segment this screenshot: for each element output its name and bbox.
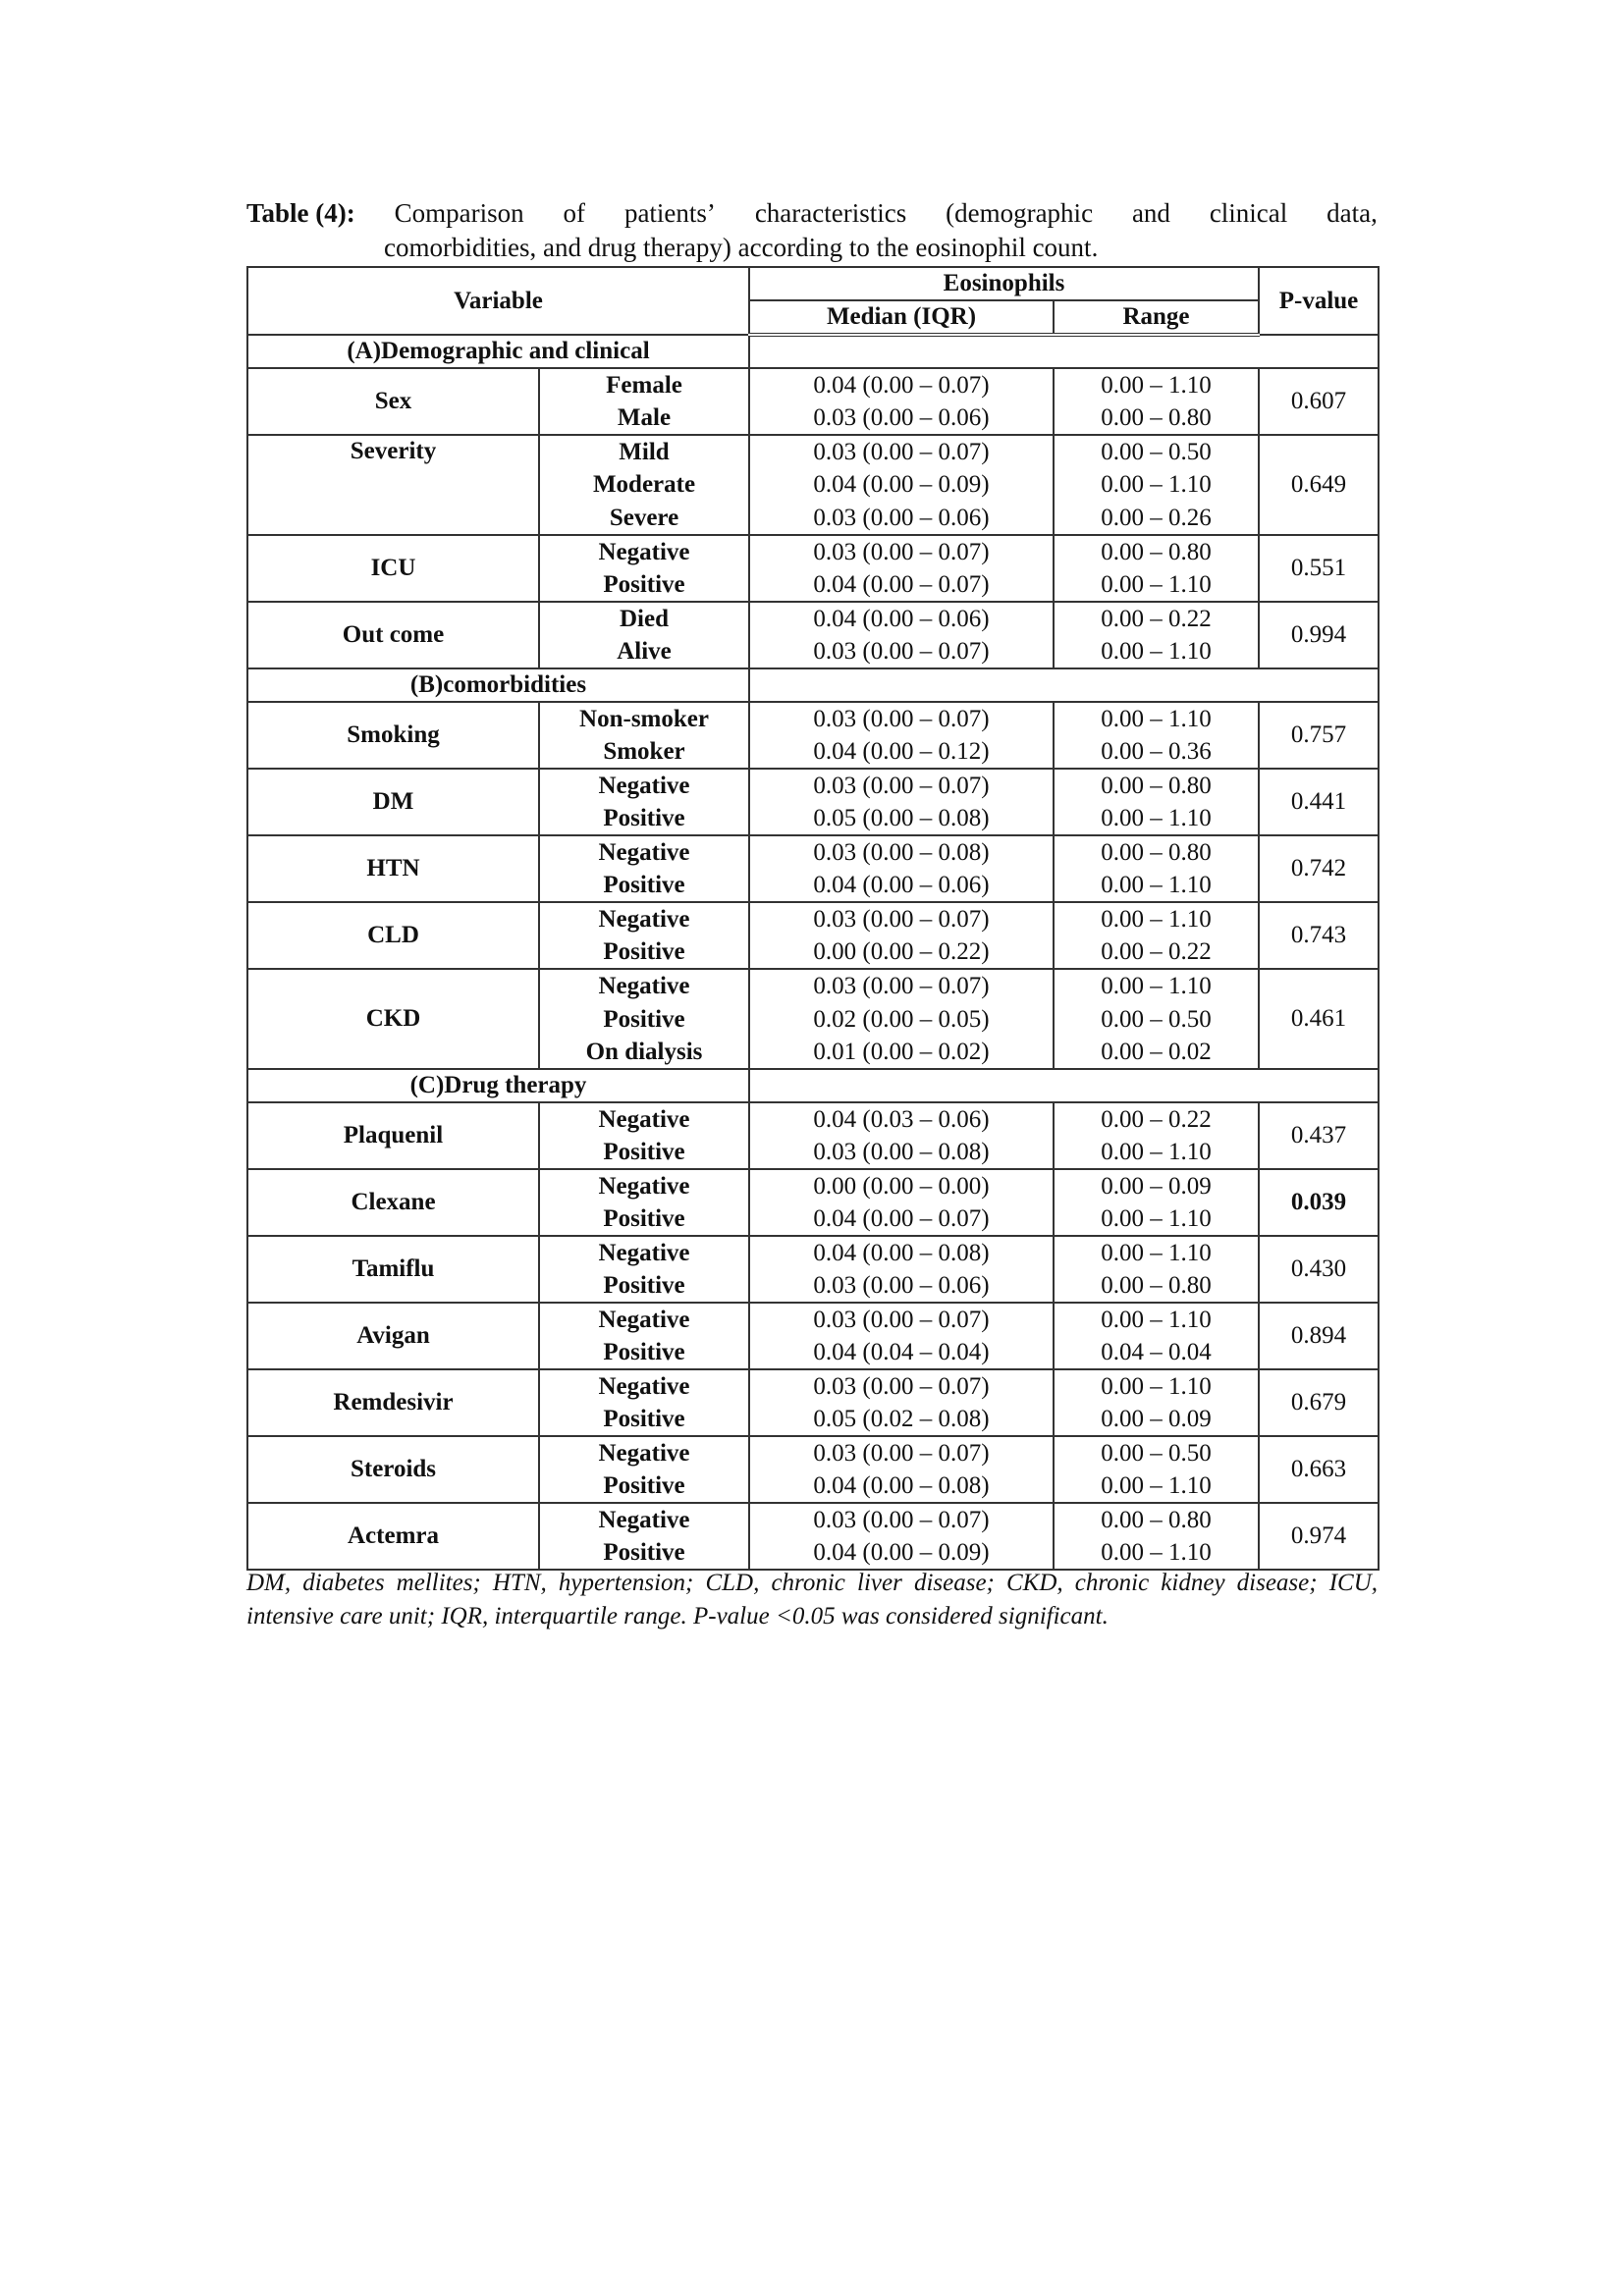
range-values <box>1054 902 1259 969</box>
variable-name: Tamiflu <box>247 1236 539 1303</box>
p-value: 0.607 <box>1259 368 1379 435</box>
p-value: 0.679 <box>1259 1369 1379 1436</box>
table-row <box>247 1169 1379 1236</box>
caption-word: Comparison <box>394 198 524 228</box>
p-value: 0.757 <box>1259 702 1379 769</box>
caption-word: (demographic <box>946 198 1094 228</box>
median-iqr-values <box>749 1169 1054 1236</box>
group-label: Moderate <box>592 471 696 499</box>
group-label: Positive <box>603 1539 685 1567</box>
header-range: Range <box>1054 300 1259 335</box>
variable-name: Smoking <box>247 702 539 769</box>
table-body <box>247 335 1379 1570</box>
median-iqr-value: 0.04 (0.00 – 0.12) <box>813 738 990 766</box>
median-iqr-value: 0.03 (0.00 – 0.07) <box>813 1307 990 1334</box>
range-value: 0.00 – 0.80 <box>1101 773 1212 800</box>
range-values <box>1054 602 1259 668</box>
median-iqr-value: 0.04 (0.00 – 0.07) <box>813 372 990 399</box>
range-values <box>1054 969 1259 1069</box>
median-iqr-value: 0.03 (0.00 – 0.07) <box>813 1373 990 1401</box>
median-iqr-value: 0.03 (0.00 – 0.07) <box>813 1507 990 1534</box>
range-value: 0.00 – 0.36 <box>1101 738 1212 766</box>
range-value: 0.00 – 1.10 <box>1101 906 1212 934</box>
section-title <box>247 668 749 702</box>
range-value: 0.00 – 1.10 <box>1101 805 1212 832</box>
median-iqr-value: 0.04 (0.00 – 0.09) <box>813 1539 990 1567</box>
group-labels <box>539 769 749 835</box>
group-labels <box>539 1503 749 1570</box>
table-row <box>247 702 1379 769</box>
range-value: 0.00 – 0.50 <box>1101 439 1212 465</box>
median-iqr-value: 0.04 (0.03 – 0.06) <box>813 1106 990 1134</box>
median-iqr-value: 0.04 (0.00 – 0.06) <box>813 606 990 633</box>
group-label: Negative <box>598 906 690 934</box>
median-iqr-value: 0.03 (0.00 – 0.07) <box>813 539 990 566</box>
p-value: 0.551 <box>1259 535 1379 602</box>
group-labels <box>539 1303 749 1369</box>
median-iqr-value: 0.05 (0.02 – 0.08) <box>813 1406 990 1433</box>
group-label: Positive <box>603 571 685 599</box>
median-iqr-value: 0.04 (0.00 – 0.06) <box>813 872 990 899</box>
p-value: 0.742 <box>1259 835 1379 902</box>
section-empty-cell <box>749 668 1379 702</box>
median-iqr-value: 0.03 (0.00 – 0.07) <box>813 706 990 733</box>
median-iqr-value: 0.03 (0.00 – 0.06) <box>813 504 990 531</box>
caption-word: clinical <box>1209 198 1288 228</box>
group-labels <box>539 368 749 435</box>
section-title <box>247 1069 749 1102</box>
range-values <box>1054 1102 1259 1169</box>
group-label: Negative <box>598 539 690 566</box>
table-row <box>247 368 1379 435</box>
median-iqr-values <box>749 902 1054 969</box>
group-labels <box>539 435 749 535</box>
table-row <box>247 535 1379 602</box>
median-iqr-value: 0.04 (0.00 – 0.07) <box>813 1205 990 1233</box>
group-label: Died <box>620 606 669 633</box>
group-labels <box>539 1436 749 1503</box>
median-iqr-value: 0.05 (0.00 – 0.08) <box>813 805 990 832</box>
eosinophil-comparison-table <box>246 266 1380 1571</box>
median-iqr-values <box>749 1436 1054 1503</box>
variable-name: HTN <box>247 835 539 902</box>
median-iqr-value: 0.04 (0.00 – 0.08) <box>813 1240 990 1267</box>
range-values <box>1054 1236 1259 1303</box>
table-row <box>247 835 1379 902</box>
group-label: Positive <box>603 805 685 832</box>
median-iqr-value: 0.04 (0.00 – 0.09) <box>813 471 990 499</box>
median-iqr-value: 0.03 (0.00 – 0.07) <box>813 638 990 666</box>
p-value: 0.994 <box>1259 602 1379 668</box>
caption-word: of <box>563 198 586 228</box>
p-value: 0.461 <box>1259 969 1379 1069</box>
median-iqr-value: 0.03 (0.00 – 0.06) <box>813 1272 990 1300</box>
p-value: 0.441 <box>1259 769 1379 835</box>
p-value: 0.430 <box>1259 1236 1379 1303</box>
p-value: 0.437 <box>1259 1102 1379 1169</box>
group-label: Positive <box>603 872 685 899</box>
group-label: Negative <box>598 839 690 867</box>
section-title <box>247 335 749 368</box>
median-iqr-values <box>749 602 1054 668</box>
median-iqr-values <box>749 1102 1054 1169</box>
range-value: 0.00 – 1.10 <box>1101 1205 1212 1233</box>
range-value: 0.00 – 1.10 <box>1101 872 1212 899</box>
median-iqr-value: 0.04 (0.04 – 0.04) <box>813 1339 990 1366</box>
range-values <box>1054 1169 1259 1236</box>
variable-name: Remdesivir <box>247 1369 539 1436</box>
median-iqr-value: 0.03 (0.00 – 0.07) <box>813 906 990 934</box>
median-iqr-values <box>749 702 1054 769</box>
range-value: 0.00 – 1.10 <box>1101 973 1212 1000</box>
group-label: Female <box>606 372 682 399</box>
group-label: Non-smoker <box>579 706 709 733</box>
median-iqr-values <box>749 1236 1054 1303</box>
range-value: 0.00 – 1.10 <box>1101 1472 1212 1500</box>
p-value: 0.894 <box>1259 1303 1379 1369</box>
p-value: 0.743 <box>1259 902 1379 969</box>
header-variable: Variable <box>247 267 749 335</box>
variable-name: Steroids <box>247 1436 539 1503</box>
range-value: 0.00 – 0.80 <box>1101 1272 1212 1300</box>
variable-name: Actemra <box>247 1503 539 1570</box>
range-values <box>1054 1436 1259 1503</box>
group-label: Positive <box>603 1205 685 1233</box>
group-label: Negative <box>598 1173 690 1201</box>
median-iqr-values <box>749 1369 1054 1436</box>
group-labels <box>539 535 749 602</box>
header-pvalue: P-value <box>1259 267 1379 335</box>
median-iqr-values <box>749 1303 1054 1369</box>
median-iqr-values <box>749 535 1054 602</box>
median-iqr-values <box>749 1503 1054 1570</box>
group-labels <box>539 1102 749 1169</box>
range-value: 0.00 – 0.09 <box>1101 1406 1212 1433</box>
median-iqr-value: 0.00 (0.00 – 0.22) <box>813 938 990 966</box>
group-label: Mild <box>619 439 670 465</box>
group-label: Positive <box>603 1272 685 1300</box>
caption-label: Table (4): <box>246 198 355 228</box>
header-median-iqr: Median (IQR) <box>749 300 1054 335</box>
group-label: Positive <box>603 1005 685 1033</box>
range-value: 0.00 – 0.22 <box>1101 938 1212 966</box>
variable-name: Avigan <box>247 1303 539 1369</box>
caption-word: data, <box>1326 198 1378 228</box>
variable-name: Sex <box>247 368 539 435</box>
range-value: 0.00 – 1.10 <box>1101 638 1212 666</box>
group-labels <box>539 1236 749 1303</box>
p-value: 0.974 <box>1259 1503 1379 1570</box>
table-row <box>247 1102 1379 1169</box>
group-label: Negative <box>598 1507 690 1534</box>
table-row <box>247 1503 1379 1570</box>
p-value: 0.663 <box>1259 1436 1379 1503</box>
table-row <box>247 1436 1379 1503</box>
range-values <box>1054 435 1259 535</box>
section-title-text: (A)Demographic and clinical <box>347 338 650 364</box>
median-iqr-value: 0.01 (0.00 – 0.02) <box>813 1038 990 1065</box>
table-row <box>247 435 1379 535</box>
group-label: Positive <box>603 1139 685 1166</box>
group-label: Smoker <box>603 738 685 766</box>
group-labels <box>539 969 749 1069</box>
median-iqr-value: 0.02 (0.00 – 0.05) <box>813 1005 990 1033</box>
range-value: 0.00 – 1.10 <box>1101 706 1212 733</box>
group-labels <box>539 1369 749 1436</box>
group-label: Negative <box>598 773 690 800</box>
range-value: 0.00 – 1.10 <box>1101 372 1212 399</box>
median-iqr-value: 0.03 (0.00 – 0.08) <box>813 1139 990 1166</box>
median-iqr-value: 0.03 (0.00 – 0.07) <box>813 439 990 465</box>
range-value: 0.00 – 1.10 <box>1101 1373 1212 1401</box>
group-label: Positive <box>603 1406 685 1433</box>
range-value: 0.00 – 0.02 <box>1101 1038 1212 1065</box>
range-value: 0.00 – 0.26 <box>1101 504 1212 531</box>
range-value: 0.00 – 1.10 <box>1101 471 1212 499</box>
range-values <box>1054 1303 1259 1369</box>
range-value: 0.00 – 0.80 <box>1101 1507 1212 1534</box>
median-iqr-value: 0.04 (0.00 – 0.07) <box>813 571 990 599</box>
group-label: Positive <box>603 1339 685 1366</box>
variable-name: CKD <box>247 969 539 1069</box>
section-row <box>247 1069 1379 1102</box>
caption-word: characteristics <box>754 198 907 228</box>
caption-line-2: comorbidities, and drug therapy) according to the eosinophil count. <box>384 233 1099 262</box>
variable-name: CLD <box>247 902 539 969</box>
variable-name: Out come <box>247 602 539 668</box>
range-values <box>1054 368 1259 435</box>
variable-name: DM <box>247 769 539 835</box>
group-labels <box>539 702 749 769</box>
table-row <box>247 969 1379 1069</box>
p-value: 0.039 <box>1259 1169 1379 1236</box>
range-value: 0.00 – 0.50 <box>1101 1005 1212 1033</box>
range-value: 0.00 – 0.80 <box>1101 404 1212 431</box>
group-label: Male <box>617 404 672 431</box>
range-values <box>1054 1503 1259 1570</box>
range-values <box>1054 769 1259 835</box>
section-row <box>247 668 1379 702</box>
group-label: Negative <box>598 1440 690 1468</box>
range-value: 0.00 – 0.80 <box>1101 839 1212 867</box>
group-label: Severe <box>609 504 679 531</box>
group-label: Negative <box>598 973 690 1000</box>
median-iqr-values <box>749 835 1054 902</box>
section-title-text: (C)Drug therapy <box>409 1072 587 1099</box>
variable-name: Plaquenil <box>247 1102 539 1169</box>
range-value: 0.00 – 1.10 <box>1101 571 1212 599</box>
median-iqr-value: 0.04 (0.00 – 0.08) <box>813 1472 990 1500</box>
header-eosinophils: Eosinophils <box>749 267 1259 300</box>
table-footnote: DM, diabetes mellites; HTN, hypertension; CLD, chronic liver disease; CKD, chronic kidney disease; ICU, intensive care unit; IQR, interquartile range. P-value <0.05 was considered significant. <box>246 1570 1378 1629</box>
caption-line-1 <box>246 196 1378 231</box>
table-row <box>247 602 1379 668</box>
range-value: 0.00 – 0.80 <box>1101 539 1212 566</box>
median-iqr-value: 0.03 (0.00 – 0.08) <box>813 839 990 867</box>
range-value: 0.00 – 1.10 <box>1101 1139 1212 1166</box>
group-labels <box>539 602 749 668</box>
range-value: 0.00 – 0.22 <box>1101 1106 1212 1134</box>
group-label: Positive <box>603 1472 685 1500</box>
variable-name: Severity <box>247 435 539 535</box>
range-values <box>1054 702 1259 769</box>
group-label: Negative <box>598 1373 690 1401</box>
range-value: 0.00 – 0.09 <box>1101 1173 1212 1201</box>
range-value: 0.04 – 0.04 <box>1101 1339 1212 1366</box>
section-row <box>247 335 1379 368</box>
group-label: Negative <box>598 1307 690 1334</box>
group-label: Alive <box>617 638 672 666</box>
table-row <box>247 1303 1379 1369</box>
table-row <box>247 1236 1379 1303</box>
group-labels <box>539 902 749 969</box>
median-iqr-values <box>749 435 1054 535</box>
range-values <box>1054 835 1259 902</box>
table-row <box>247 902 1379 969</box>
table-row <box>247 769 1379 835</box>
variable-name: Clexane <box>247 1169 539 1236</box>
group-labels <box>539 835 749 902</box>
section-empty-cell <box>749 335 1379 368</box>
section-title-text: (B)comorbidities <box>409 671 587 699</box>
variable-name: ICU <box>247 535 539 602</box>
group-label: Positive <box>603 938 685 966</box>
median-iqr-values <box>749 769 1054 835</box>
median-iqr-value: 0.03 (0.00 – 0.07) <box>813 1440 990 1468</box>
median-iqr-values <box>749 969 1054 1069</box>
group-label: Negative <box>598 1240 690 1267</box>
caption-word: patients’ <box>623 198 716 228</box>
p-value: 0.649 <box>1259 435 1379 535</box>
median-iqr-value: 0.03 (0.00 – 0.06) <box>813 404 990 431</box>
range-value: 0.00 – 1.10 <box>1101 1307 1212 1334</box>
range-value: 0.00 – 0.22 <box>1101 606 1212 633</box>
section-empty-cell <box>749 1069 1379 1102</box>
range-values <box>1054 1369 1259 1436</box>
median-iqr-value: 0.03 (0.00 – 0.07) <box>813 973 990 1000</box>
range-value: 0.00 – 1.10 <box>1101 1240 1212 1267</box>
caption-word: and <box>1131 198 1170 228</box>
range-values <box>1054 535 1259 602</box>
table-row <box>247 1369 1379 1436</box>
group-labels <box>539 1169 749 1236</box>
group-label: Negative <box>598 1106 690 1134</box>
range-value: 0.00 – 1.10 <box>1101 1539 1212 1567</box>
range-value: 0.00 – 0.50 <box>1101 1440 1212 1468</box>
median-iqr-value: 0.03 (0.00 – 0.07) <box>813 773 990 800</box>
median-iqr-values <box>749 368 1054 435</box>
median-iqr-value: 0.00 (0.00 – 0.00) <box>813 1173 990 1201</box>
table-caption <box>246 196 1378 265</box>
group-label: On dialysis <box>585 1038 703 1065</box>
